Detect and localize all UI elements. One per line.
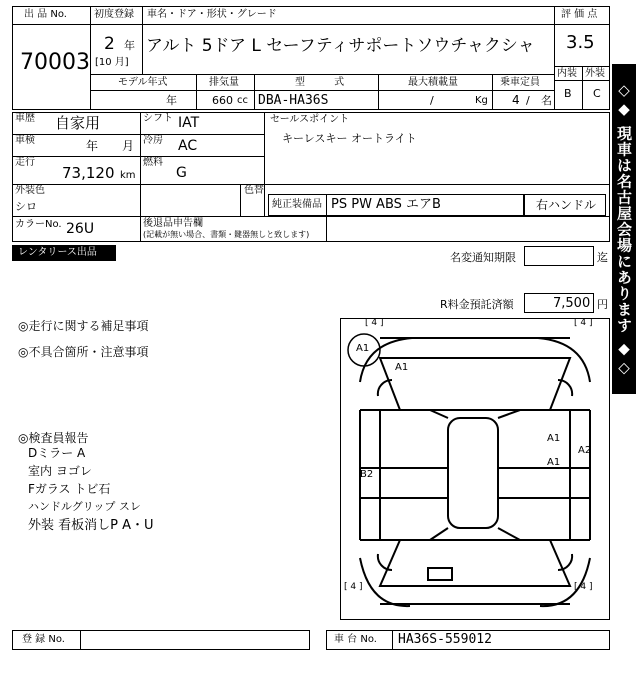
car-diagram-svg xyxy=(340,318,610,620)
tire-tl: [ 4 ] xyxy=(365,318,384,328)
exterior-label: 外装 xyxy=(585,68,605,79)
sales-point: キーレスキー オートライト xyxy=(282,132,417,145)
reg-no-label: 登 録 No. xyxy=(22,634,65,645)
handle: 右ハンドル xyxy=(536,198,597,212)
inspector-item: 外装 看板消しP A・U xyxy=(28,518,154,533)
capacity-unit: 名 xyxy=(541,94,552,107)
inspection-year: 年 xyxy=(86,139,99,153)
inspector-item: ハンドルグリップ スレ xyxy=(28,500,141,513)
inspection-month: 月 xyxy=(122,139,135,153)
defects-title: ◎不具合箇所・注意事項 xyxy=(18,345,149,359)
roof-panel xyxy=(448,418,498,528)
mark-b2: B2 xyxy=(360,469,374,480)
max-load-unit: Kg xyxy=(475,95,488,106)
color: シロ xyxy=(15,200,37,213)
trunk-panel xyxy=(380,540,570,586)
inspector-item: 室内 ヨゴレ xyxy=(28,464,92,478)
exterior-grade: C xyxy=(593,87,601,100)
displacement-label: 排気量 xyxy=(209,77,239,88)
ac: AC xyxy=(178,138,198,154)
color-no: 26U xyxy=(66,221,95,237)
supplement-title: ◎走行に関する補足事項 xyxy=(18,319,149,333)
rating-label: 評 価 点 xyxy=(561,9,598,20)
capacity: 4 xyxy=(512,93,520,107)
interior-grade: B xyxy=(564,87,572,100)
type-label: 型 式 xyxy=(295,77,345,88)
aftermarket-note: (記載が無い場合、書類・鍵器無しと致します) xyxy=(143,230,310,239)
model-year-label: モデル年式 xyxy=(118,77,168,88)
fuel-label: 燃料 xyxy=(143,157,163,168)
rating: 3.5 xyxy=(566,32,595,53)
capacity-label: 乗車定員 xyxy=(500,77,540,88)
inspector-item: Dミラー A xyxy=(28,446,86,460)
ac-label: 冷房 xyxy=(143,135,163,146)
car-name: アルト 5ドア L セーフティサポートソウチャクシャ xyxy=(146,36,535,56)
mark-a1-circle: A1 xyxy=(356,343,370,354)
color-no-label: カラーNo. xyxy=(15,219,62,230)
type-value: DBA-HA36S xyxy=(258,93,329,108)
inspector-item: Fガラス トビ石 xyxy=(28,482,111,496)
equipment-label: 純正装備品 xyxy=(272,199,322,210)
history: 自家用 xyxy=(55,114,101,132)
shift-label: シフト xyxy=(143,113,173,124)
capacity-slash: / xyxy=(526,94,530,107)
fuel: G xyxy=(176,165,187,181)
side-banner: ◇◆ 現車は名古屋会場にあります ◆◇ xyxy=(612,64,636,394)
tire-br: [ 4 ] xyxy=(574,582,593,592)
reg-year-unit: 年 xyxy=(124,39,135,52)
deadline-suffix: 迄 xyxy=(597,251,608,264)
interior-label: 内装 xyxy=(557,68,577,79)
mark-a1-front: A1 xyxy=(395,362,409,373)
mileage-unit: km xyxy=(120,170,136,181)
deadline-field xyxy=(524,246,594,266)
rental-badge-text: レンタリース出品 xyxy=(18,247,97,258)
deadline-label: 名変通知期限 xyxy=(450,251,516,264)
sales-point-label: セールスポイント xyxy=(270,114,350,125)
mileage-label: 走行 xyxy=(15,157,35,168)
displacement-unit: cc xyxy=(237,95,248,106)
color-label: 外装色 xyxy=(15,185,45,196)
reg-month: [10 月] xyxy=(95,57,129,68)
first-reg-label: 初度登録 xyxy=(94,9,134,20)
history-label: 車歴 xyxy=(15,113,35,124)
reg-year: 2 xyxy=(104,34,115,54)
chassis-label: 車 台 No. xyxy=(334,634,377,645)
recycle-unit: 円 xyxy=(597,298,608,311)
shift: IAT xyxy=(178,115,200,131)
recycle-value: 7,500 xyxy=(553,296,591,311)
lot-no-label: 出 品 No. xyxy=(24,9,67,20)
inspector-title: ◎検査員報告 xyxy=(18,431,89,445)
max-load-slash: / xyxy=(430,94,434,107)
displacement: 660 xyxy=(212,94,233,107)
lot-no: 70003 xyxy=(20,50,90,75)
model-year-unit: 年 xyxy=(166,94,177,107)
mark-a1-door: A1 xyxy=(547,457,561,468)
mark-a2: A2 xyxy=(578,445,592,456)
plate-rear xyxy=(428,568,452,580)
aftermarket-label: 後退品申告欄 xyxy=(143,218,203,229)
tire-bl: [ 4 ] xyxy=(344,582,363,592)
tire-tr: [ 4 ] xyxy=(574,318,593,328)
max-load-label: 最大積載量 xyxy=(408,77,458,88)
mark-a1-door: A1 xyxy=(547,433,561,444)
recycle-label: R料金預託済額 xyxy=(440,298,514,311)
chassis-no: HA36S-559012 xyxy=(398,632,492,647)
mileage: 73,120 xyxy=(62,164,115,182)
equipment: PS PW ABS エアB xyxy=(331,197,441,212)
car-name-label: 車名・ドア・形状・グレード xyxy=(147,9,277,20)
hood-panel xyxy=(380,358,570,410)
repaint-label: 色替 xyxy=(244,185,264,196)
inspection-label: 車検 xyxy=(15,135,35,146)
